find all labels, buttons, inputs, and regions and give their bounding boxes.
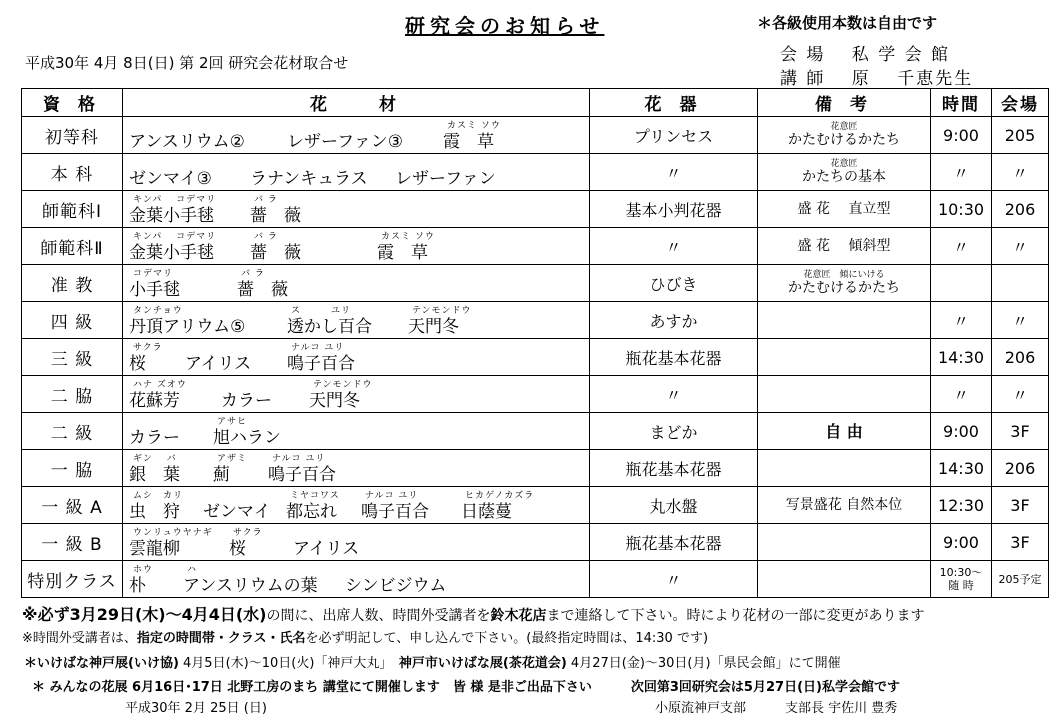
materials-table xyxy=(21,88,1049,598)
flower-name: 丹頂アリウム⑤ xyxy=(129,317,246,337)
flower-reading xyxy=(345,565,446,575)
table-row xyxy=(22,450,1049,487)
flower-material xyxy=(345,565,446,597)
remarks-cell xyxy=(758,376,931,413)
remarks-cell xyxy=(758,413,931,450)
time-cell: 〃 xyxy=(931,228,992,265)
table-row xyxy=(22,302,1049,339)
remark-note: 花意匠 傾にいける xyxy=(803,270,885,280)
vessel-cell: 〃 xyxy=(590,376,758,413)
flower-material xyxy=(250,195,301,227)
remarks-cell xyxy=(758,154,931,191)
flower-reading: コデマリ xyxy=(133,269,174,279)
remark-text: 写景盛花 自然本位 xyxy=(785,496,903,513)
grade-cell: 師範科Ⅱ xyxy=(22,228,123,265)
flower-material xyxy=(287,343,355,375)
flower-name: ラナンキュラス xyxy=(250,169,368,189)
room-cell: 205 xyxy=(992,117,1049,154)
grade-cell: 初等科 xyxy=(22,117,123,154)
flower-name: 朴 xyxy=(129,576,146,596)
table-row xyxy=(22,228,1049,265)
room-cell: 3F xyxy=(992,487,1049,524)
flowers-cell xyxy=(123,450,590,487)
table-header-row xyxy=(22,89,1049,117)
grade-cell: 二 脇 xyxy=(22,376,123,413)
flowers-cell xyxy=(123,302,590,339)
flower-name: ゼンマイ③ xyxy=(129,169,212,189)
flower-name: 銀 葉 xyxy=(129,465,180,485)
flower-reading: ハ xyxy=(187,565,198,575)
table-row xyxy=(22,413,1049,450)
remark-text: かたむけるかたち xyxy=(788,132,900,148)
grade-cell: 一 級 B xyxy=(22,524,123,561)
flower-material xyxy=(377,232,435,264)
flower-name: ゼンマイ xyxy=(203,502,271,522)
header-vessel: 花 器 xyxy=(590,89,758,117)
room-cell: 〃 xyxy=(992,302,1049,339)
remark-note: 花意匠 xyxy=(830,122,858,132)
table-row xyxy=(22,117,1049,154)
flower-reading: ムシ カリ xyxy=(133,491,184,501)
flowers-cell xyxy=(123,228,590,265)
flower-name: 日蔭蔓 xyxy=(461,502,512,522)
time-cell: 10:30 xyxy=(931,191,992,228)
lecturer: 講 師 原 千恵先生 xyxy=(780,69,974,89)
flower-reading: アザミ xyxy=(217,454,248,464)
flower-material xyxy=(129,565,153,597)
room-cell: 〃 xyxy=(992,228,1049,265)
flower-material xyxy=(268,454,336,486)
flower-reading xyxy=(129,158,212,168)
flowers-cell xyxy=(123,487,590,524)
time-part: 随 時 xyxy=(948,579,974,592)
flower-reading: バ ラ xyxy=(254,195,278,205)
flowers-cell xyxy=(123,339,590,376)
flower-name: 薔 薇 xyxy=(250,243,301,263)
vessel-cell: 〃 xyxy=(590,228,758,265)
flowers-cell xyxy=(123,117,590,154)
flower-name: 霞 草 xyxy=(377,243,428,263)
header-grade: 資 格 xyxy=(22,89,123,117)
flowers-cell xyxy=(123,561,590,598)
time-cell: 12:30 xyxy=(931,487,992,524)
flower-reading xyxy=(221,380,272,390)
flower-reading: タンチョウ xyxy=(133,306,183,316)
flower-name: 金葉小手毬 xyxy=(129,243,214,263)
flower-name: 透かし百合 xyxy=(287,317,372,337)
deadline-notice: ※必ず3月29日(木)～4月4日(水)の間に、出席人数、時間外受講者を鈴木花店まで連絡して下さい。時により花材の一部に変更があります xyxy=(22,605,925,624)
remarks-cell xyxy=(758,339,931,376)
flower-material xyxy=(395,158,496,190)
flower-material xyxy=(361,491,429,523)
time-part: 10:30～ xyxy=(939,566,983,579)
room-cell: 206 xyxy=(992,339,1049,376)
room-cell: 〃 xyxy=(992,154,1049,191)
flower-material xyxy=(129,417,180,449)
flowers-cell xyxy=(123,154,590,191)
flower-material xyxy=(203,491,271,523)
flower-name: アンスリウムの葉 xyxy=(183,576,318,596)
time-cell: 〃 xyxy=(931,154,992,191)
flower-material xyxy=(129,121,245,153)
flower-name: 雲龍柳 xyxy=(129,539,180,559)
flower-material xyxy=(213,417,281,449)
table-row xyxy=(22,487,1049,524)
flower-name: シンビジウム xyxy=(345,576,447,596)
flower-material xyxy=(213,454,247,486)
flower-reading: テンモンドウ xyxy=(313,380,373,390)
time-cell xyxy=(931,265,992,302)
room-cell: 〃 xyxy=(992,376,1049,413)
flower-reading: アサヒ xyxy=(217,417,248,427)
time-cell: 〃 xyxy=(931,302,992,339)
time-cell: 14:30 xyxy=(931,450,992,487)
flowers-cell xyxy=(123,524,590,561)
flower-name: 金葉小手毬 xyxy=(129,206,214,226)
flower-material xyxy=(129,195,216,227)
remark-text: かたむけるかたち xyxy=(788,280,900,296)
flower-reading: ホウ xyxy=(133,565,154,575)
header-flowers: 花 材 xyxy=(123,89,590,117)
header-room: 会場 xyxy=(992,89,1049,117)
flower-material xyxy=(129,343,163,375)
flower-material xyxy=(129,158,212,190)
header-time: 時間 xyxy=(931,89,992,117)
vessel-cell: プリンセス xyxy=(590,117,758,154)
grade-cell: 特別クラス xyxy=(22,561,123,598)
flower-reading: ナルコ ユリ xyxy=(272,454,326,464)
table-row xyxy=(22,191,1049,228)
flower-material xyxy=(129,380,187,412)
flower-name: 薊 xyxy=(213,465,230,485)
flower-reading: ウンリュウヤナギ xyxy=(133,528,213,538)
flower-name: レザーファン xyxy=(395,169,496,189)
flower-reading: カスミ ソウ xyxy=(447,121,501,131)
exhibition-notice: ＊いけばな神戸展(いけ協) 4月5日(木)～10日(火)「神戸大丸」 神戸市いけばな展(茶花道会) 4月27日(金)～30日(月)「県民会館」にて開催 xyxy=(24,656,841,671)
vessel-cell: 基本小判花器 xyxy=(590,191,758,228)
flower-reading: ナルコ ユリ xyxy=(291,343,345,353)
flower-reading xyxy=(287,121,403,131)
grade-cell: 師範科Ⅰ xyxy=(22,191,123,228)
flower-name: 小手毬 xyxy=(129,280,180,300)
grade-cell: 准 教 xyxy=(22,265,123,302)
table-row xyxy=(22,265,1049,302)
flower-name: アイリス xyxy=(185,354,252,374)
vessel-cell: あすか xyxy=(590,302,758,339)
flower-name: 鳴子百合 xyxy=(287,354,355,374)
room-cell xyxy=(992,265,1049,302)
flower-reading xyxy=(185,343,251,353)
venue: 会 場 私 学 会 館 xyxy=(780,45,951,65)
flower-material xyxy=(287,121,403,153)
grade-cell: 一 級 A xyxy=(22,487,123,524)
flower-material xyxy=(129,528,213,560)
vessel-cell: 瓶花基本花器 xyxy=(590,450,758,487)
flower-reading: キンパ コデマリ xyxy=(133,232,217,242)
remarks-cell xyxy=(758,450,931,487)
flower-name: 鳴子百合 xyxy=(361,502,429,522)
flower-material xyxy=(309,380,373,412)
flower-material xyxy=(237,269,288,301)
flower-name: アンスリウム② xyxy=(129,132,245,152)
grade-cell: 本 科 xyxy=(22,154,123,191)
room-cell: 205予定 xyxy=(992,561,1049,598)
table-row xyxy=(22,376,1049,413)
time-cell: 9:00 xyxy=(931,413,992,450)
table-row xyxy=(22,524,1049,561)
flower-material xyxy=(443,121,501,153)
room-cell: 206 xyxy=(992,191,1049,228)
issue-date: 平成30年 2月 25日 (日) xyxy=(125,701,267,716)
table-row xyxy=(22,561,1049,598)
grade-cell: 三 級 xyxy=(22,339,123,376)
grade-cell: 二 級 xyxy=(22,413,123,450)
flower-name: 花蘇芳 xyxy=(129,391,180,411)
flower-material xyxy=(129,454,180,486)
remark-text: 盛 花 傾斜型 xyxy=(797,237,891,254)
remarks-cell xyxy=(758,524,931,561)
next-meeting-notice: ＊ みんなの花展 6月16日･17日 北野工房のまち 講堂にて開催します 皆 様 是非ご出品下さい 次回第3回研究会は5月27日(日)私学会館です xyxy=(32,680,900,695)
flower-material xyxy=(287,306,372,338)
flower-name: 旭ハラン xyxy=(213,428,281,448)
flowers-cell xyxy=(123,191,590,228)
remark-note: 花意匠 xyxy=(830,159,858,169)
flower-material xyxy=(229,528,263,560)
flowers-cell xyxy=(123,376,590,413)
table-row xyxy=(22,339,1049,376)
time-cell xyxy=(931,561,992,598)
time-cell: 9:00 xyxy=(931,524,992,561)
flower-reading xyxy=(129,121,245,131)
flower-name: 桜 xyxy=(229,539,246,559)
vessel-cell: 〃 xyxy=(590,154,758,191)
remark-text: かたちの基本 xyxy=(802,169,886,185)
flower-name: アイリス xyxy=(293,539,360,559)
flower-name: 天門冬 xyxy=(309,391,360,411)
vessel-cell: 瓶花基本花器 xyxy=(590,524,758,561)
flower-reading: ス ユリ xyxy=(291,306,352,316)
flower-reading: ヒカゲノカズラ xyxy=(465,491,535,501)
flower-reading: カスミ ソウ xyxy=(381,232,435,242)
time-cell: 14:30 xyxy=(931,339,992,376)
flower-name: レザーファン③ xyxy=(287,132,404,152)
flower-reading xyxy=(250,158,368,168)
remarks-cell xyxy=(758,561,931,598)
remarks-cell xyxy=(758,487,931,524)
flower-name: カラー xyxy=(221,391,272,411)
header-remarks: 備 考 xyxy=(758,89,931,117)
flower-reading xyxy=(129,417,180,427)
flower-material xyxy=(129,306,245,338)
flower-reading xyxy=(203,491,271,501)
flower-reading xyxy=(395,158,496,168)
remarks-cell xyxy=(758,265,931,302)
flower-material xyxy=(461,491,534,523)
flower-reading: サクラ xyxy=(233,528,263,538)
flowers-cell xyxy=(123,413,590,450)
room-cell: 206 xyxy=(992,450,1049,487)
flower-name: 鳴子百合 xyxy=(268,465,336,485)
remarks-cell xyxy=(758,191,931,228)
flower-reading: ギン バ xyxy=(133,454,177,464)
page-title: 研究会のお知らせ xyxy=(405,14,605,38)
remarks-cell xyxy=(758,117,931,154)
flower-material xyxy=(221,380,272,412)
overtime-notice: ※時間外受講者は、指定の時間帯・クラス・氏名を必ず明記して、申し込んで下さい。(最終指定時間は、14:30 です) xyxy=(22,631,709,646)
flower-material xyxy=(129,232,216,264)
flower-reading xyxy=(293,528,359,538)
grade-cell: 四 級 xyxy=(22,302,123,339)
room-cell: 3F xyxy=(992,413,1049,450)
flower-name: 薔 薇 xyxy=(250,206,301,226)
flower-material xyxy=(185,343,251,375)
remark-text: 盛 花 直立型 xyxy=(797,200,891,217)
flower-name: 薔 薇 xyxy=(237,280,288,300)
signature: 小原流神戸支部 支部長 宇佐川 豊秀 xyxy=(655,701,898,716)
flower-material xyxy=(293,528,359,560)
table-row xyxy=(22,154,1049,191)
flower-material xyxy=(250,158,368,190)
remark-text: 自 由 xyxy=(825,421,863,441)
flower-reading: ミヤコワス xyxy=(290,491,340,501)
remarks-cell xyxy=(758,228,931,265)
flower-reading: テンモンドウ xyxy=(412,306,472,316)
vessel-cell: 瓶花基本花器 xyxy=(590,339,758,376)
flower-material xyxy=(129,491,183,523)
flower-reading: バ ラ xyxy=(241,269,265,279)
grade-cell: 一 脇 xyxy=(22,450,123,487)
vessel-cell: まどか xyxy=(590,413,758,450)
flower-name: カラー xyxy=(129,428,180,448)
flower-material xyxy=(129,269,180,301)
stems-note: ＊各級使用本数は自由です xyxy=(757,14,938,32)
flowers-cell xyxy=(123,265,590,302)
flower-reading: ナルコ ユリ xyxy=(365,491,419,501)
flower-reading: バ ラ xyxy=(254,232,278,242)
flower-reading: ハナ ズオウ xyxy=(133,380,187,390)
vessel-cell: ひびき xyxy=(590,265,758,302)
remarks-cell xyxy=(758,302,931,339)
flower-material xyxy=(286,491,340,523)
flower-reading: キンパ コデマリ xyxy=(133,195,217,205)
flower-name: 都忘れ xyxy=(286,502,337,522)
time-cell: 9:00 xyxy=(931,117,992,154)
flower-name: 虫 狩 xyxy=(129,502,180,522)
flower-material xyxy=(250,232,301,264)
flower-reading: サクラ xyxy=(133,343,163,353)
vessel-cell: 〃 xyxy=(590,561,758,598)
vessel-cell: 丸水盤 xyxy=(590,487,758,524)
flower-name: 天門冬 xyxy=(408,317,459,337)
flower-name: 霞 草 xyxy=(443,132,494,152)
flower-material xyxy=(183,565,318,597)
flower-name: 桜 xyxy=(129,354,146,374)
room-cell: 3F xyxy=(992,524,1049,561)
meeting-info: 平成30年 4月 8日(日) 第 2回 研究会花材取合せ xyxy=(25,54,349,72)
flower-material xyxy=(408,306,472,338)
time-cell: 〃 xyxy=(931,376,992,413)
